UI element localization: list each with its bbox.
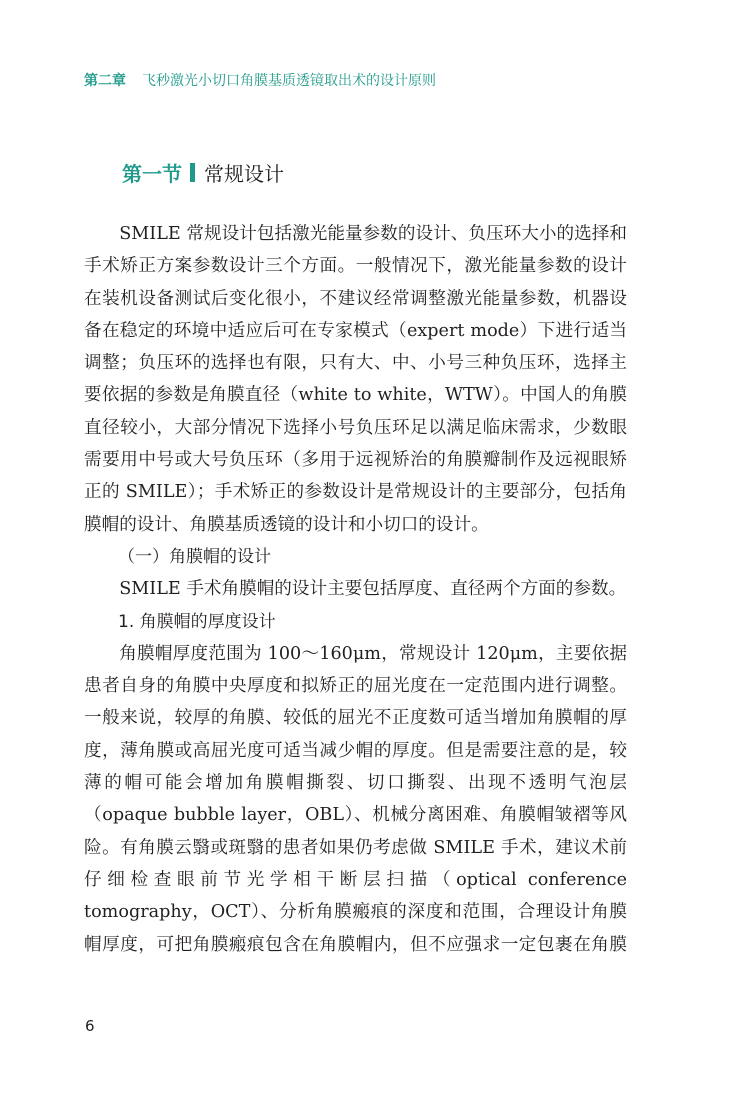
subheading-cap-thickness: 1. 角膜帽的厚度设计 — [118, 611, 276, 632]
paragraph-cap-thickness: 角膜帽厚度范围为 100～160μm，常规设计 120μm，主要依据患者自身的角膜中央厚度和拟矫正的屈光度在一定范围内进行调整。一般来说，较厚的角膜、较低的屈光不正度数可适当增加角膜帽的厚度，薄角膜或高屈光度可适当减少帽的厚度。但是需要注意的是，较薄的帽可能会增加角膜帽撕裂、切口撕裂、出现不透明气泡层（opaque bubble layer，OBL）、机械分离困难、角膜帽皱褶等风险。有角膜云翳或斑翳的患者如果仍考虑做 SMILE 手术，建议术前仔细检查眼前节光学相干断层扫描（optical conference tomography，OCT）、分析角膜瘢痕的深度和范围，合理设计角膜帽厚度，可把角膜瘢痕包含在角膜帽内，但不应强求一定包裹在角膜 — [84, 643, 627, 955]
running-header — [84, 70, 436, 90]
chapter-title: 飞秒激光小切口角膜基质透镜取出术的设计原则 — [142, 73, 436, 89]
paragraph-cap-design: SMILE 手术角膜帽的设计主要包括厚度、直径两个方面的参数。 — [119, 579, 627, 600]
section-heading — [122, 158, 284, 187]
body-text — [84, 218, 627, 961]
paragraph-intro: SMILE 常规设计包括激光能量参数的设计、负压环大小的选择和手术矫正方案参数设计三个方面。一般情况下，激光能量参数的设计在装机设备测试后变化很小，不建议经常调整激光能量参数，机器设备在稳定的环境中适应后可在专家模式（expert mode）下进行适当调整；负压环的选择也有限，只有大、中、小号三种负压环，选择主要依据的参数是角膜直径（white to white，WTW）。中国人的角膜直径较小，大部分情况下选择小号负压环足以满足临床需求，少数眼需要用中号或大号负压环（多用于远视矫治的角膜瓣制作及远视眼矫正的 SMILE）；手术矫正的参数设计是常规设计的主要部分，包括角膜帽的设计、角膜基质透镜的设计和小切口的设计。 — [84, 224, 627, 535]
section-divider-bar — [190, 163, 195, 182]
subheading-cap-design: （一）角膜帽的设计 — [118, 546, 271, 567]
page-number: 6 — [85, 1017, 95, 1035]
chapter-number: 第二章 — [84, 73, 126, 89]
section-title: 常规设计 — [204, 162, 284, 186]
section-number: 第一节 — [122, 162, 182, 186]
